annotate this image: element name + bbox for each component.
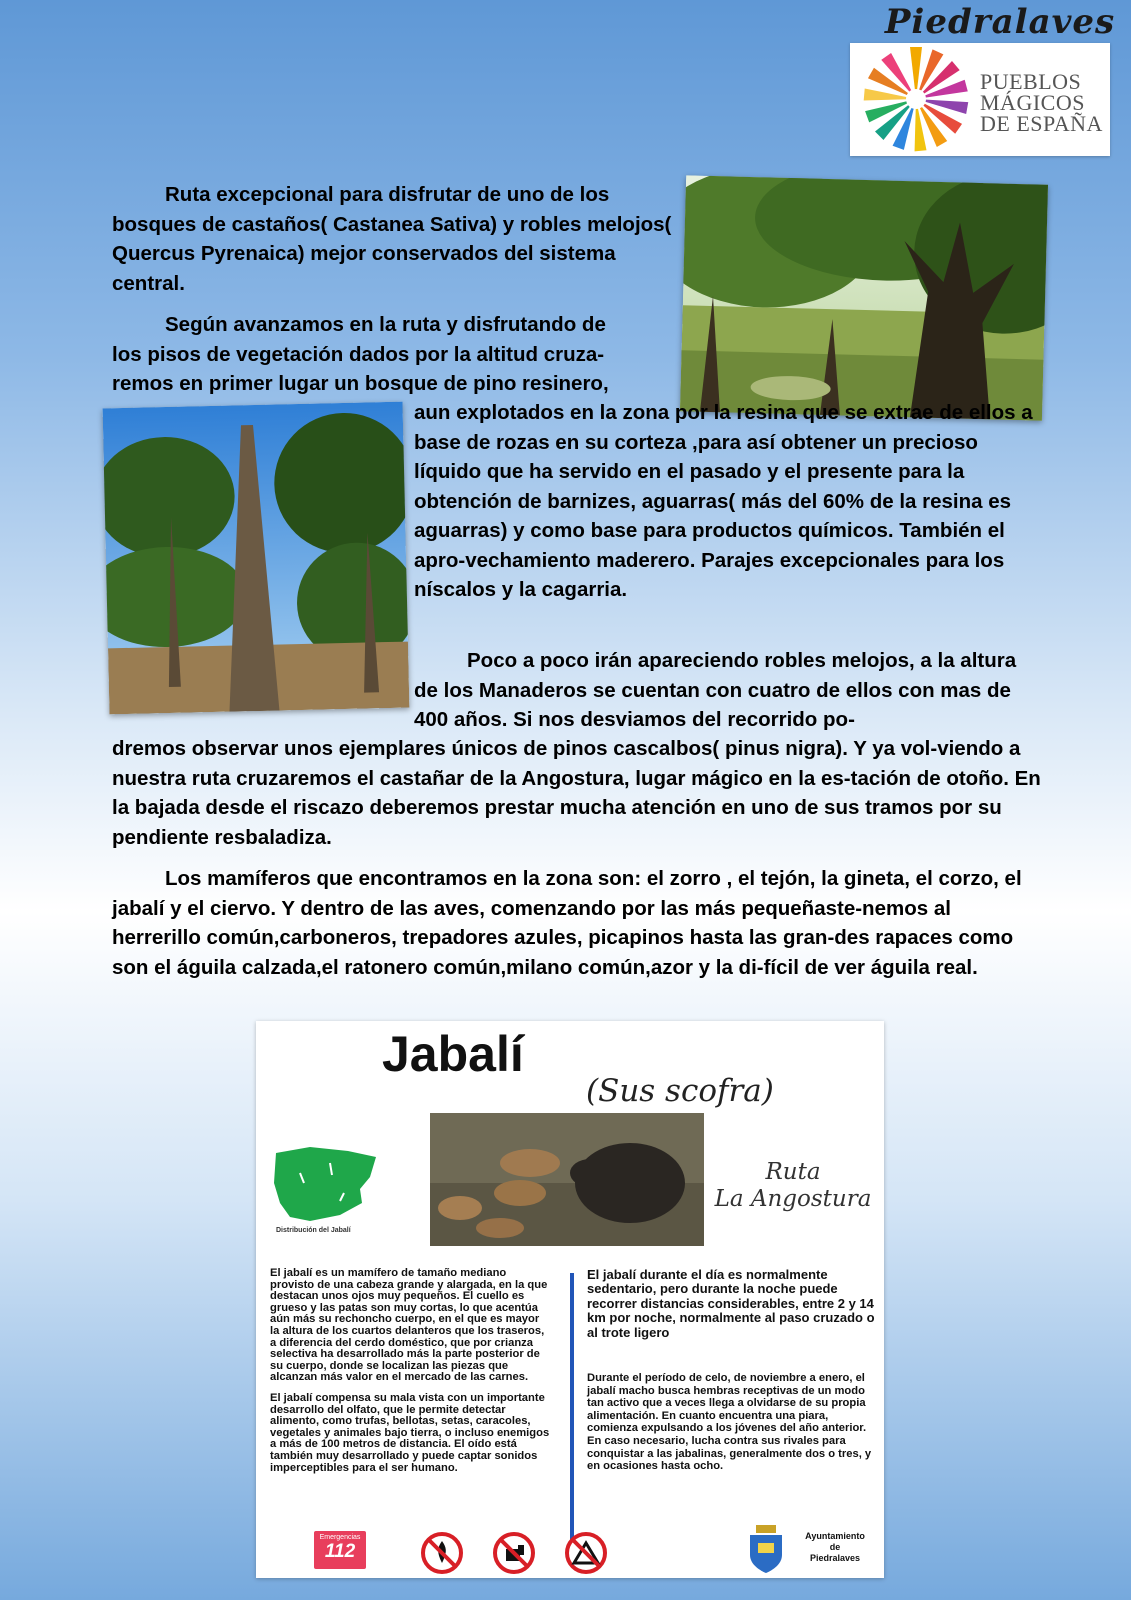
no-fire-icon	[420, 1531, 464, 1575]
brand-script-title: Piedralaves	[884, 2, 1116, 42]
municipal-crest-icon	[746, 1525, 786, 1575]
article-paragraph-2-line-1: Según avanzamos en la ruta y disfrutando de	[165, 313, 606, 336]
emergency-number: 112	[324, 1541, 356, 1562]
infographic-left-column	[270, 1268, 550, 1483]
emergency-badge	[314, 1531, 366, 1569]
article-paragraph-2-lead	[112, 310, 672, 399]
pueblos-magicos-logo	[850, 43, 1110, 156]
article-paragraph-1: Ruta excepcional para disfrutar de uno de los bosques de castaños( Castanea Sativa) y robles melojos( Quercus Pyrenaica) mejor conservados del sistema central.	[112, 183, 672, 295]
article-paragraph-2-wrap: aun explotados en la zona por la resina que se extrae de ellos a base de rozas en su corteza ,para así obtener un precioso líquido que ha servido en el pasado y el presente para la obtención de barnizes, aguarras( más del 60% de la resina es aguarras) y como base para productos químicos. También el apro-vechamiento maderero. Parajes excepcionales para los níscalos y la cagarria.	[414, 401, 1033, 601]
jabali-infographic	[256, 1021, 884, 1578]
route-name	[708, 1159, 878, 1213]
pine-forest-photo	[103, 402, 410, 715]
left-paragraph-1: El jabalí es un mamífero de tamaño mediano provisto de una cabeza grande y alargada, en la que destacan unos ojos muy pequeños. El cuello es grueso y las patas son muy cortas, lo que acentúa aún más su rechoncho cuerpo, en el que es mayor la altura de los cuartos delanteros que los traseros, a diferencia del cerdo doméstico, que por crianza selectiva ha desarrollado más la parte posterior de su cuerpo, donde se localizan las piezas que alcanzan más valor en el mercado de las carnes.	[270, 1267, 548, 1384]
no-camping-icon	[564, 1531, 608, 1575]
ayto-line-2: de	[829, 1542, 841, 1552]
right-paragraph-2: Durante el período de celo, de noviembre a enero, el jabalí macho busca hembras receptivas de un modo tan activo que a veces llega a olvidarse de su propia alimentación. En cuanto encuentra una piara, comienza expulsando a los jóvenes del año anterior. En caso necesario, lucha contra sus rivales para conquistar a las jabalinas, generalmente dos o tres, y en ocasiones hasta ocho.	[587, 1372, 872, 1473]
article-paragraph-4: Los mamíferos que encontramos en la zona son: el zorro , el tejón, la gineta, el corzo, el jabalí y el ciervo. Y dentro de las aves, comenzando por las más pequeñaste-nemos al herrerillo común,carboneros, trepadores azules, picapinos hasta las gran-des rapaces como son el águila calzada,el ratonero común,milano común,azor y la di-fícil de ver águila real.	[112, 867, 1022, 979]
ayuntamiento-label	[791, 1531, 879, 1564]
route-line-2: La Angostura	[714, 1186, 872, 1212]
sunburst-logo-icon	[852, 43, 980, 156]
wild-boar-photo	[430, 1113, 704, 1246]
article-paragraph-3-wrap: Poco a poco irán apareciendo robles melojos, a la altura de los Manaderos se cuentan con cuatro de ellos con mas de 400 años. Si nos desviamos del recorrido po-	[414, 649, 1017, 731]
article-paragraph-3-full: dremos observar unos ejemplares únicos de pinos cascalbos( pinus nigra). Y ya vol-viendo a nuestra ruta cruzaremos el castañar de la Angostura, lugar mágico en la es-tación de otoño. En la bajada desde el riscazo deberemos prestar mucha atención en uno de sus tramos por su pendiente resbaladiza.	[112, 737, 1041, 849]
ayto-line-3: Piedralaves	[809, 1553, 861, 1563]
ayto-line-1: Ayuntamiento	[805, 1531, 865, 1541]
iberia-distribution-map-icon	[270, 1143, 382, 1225]
route-line-1: Ruta	[765, 1159, 821, 1185]
no-litter-icon	[492, 1531, 536, 1575]
article-paragraph-2-line-3: remos en primer lugar un bosque de pino resinero,	[112, 372, 609, 395]
logo-line-2: MÁGICOS	[980, 90, 1085, 115]
logo-line-1: PUEBLOS	[980, 69, 1082, 94]
article-paragraph-2-line-2: los pisos de vegetación dados por la altitud cruza-	[112, 342, 605, 366]
left-paragraph-2: El jabalí compensa su mala vista con un importante desarrollo del olfato, que le permite detectar alimento, como trufas, bellotas, setas, caracoles, vegetales y animales bajo tierra, o incluso enemigos a más de 100 metros de distancia. El oído está también muy desarrollado y puede captar sonidos imperceptibles para el ser humano.	[270, 1391, 550, 1474]
logo-line-3: DE ESPAÑA	[980, 111, 1103, 136]
infographic-title: Jabalí	[382, 1026, 524, 1082]
emergency-label: Emergencias	[319, 1534, 361, 1541]
logo-text	[980, 71, 1106, 134]
right-paragraph-1: El jabalí durante el día es normalmente sedentario, pero durante la noche puede recorrer distancias considerables, entre 2 y 14 km por noche, normalmente al paso cruzado o al trote ligero	[587, 1267, 875, 1340]
column-divider	[570, 1273, 574, 1541]
oak-forest-photo	[680, 175, 1048, 420]
infographic-subtitle: (Sus scofra)	[586, 1073, 774, 1109]
infographic-footer	[256, 1531, 884, 1578]
map-caption: Distribución del Jabalí	[276, 1227, 351, 1234]
